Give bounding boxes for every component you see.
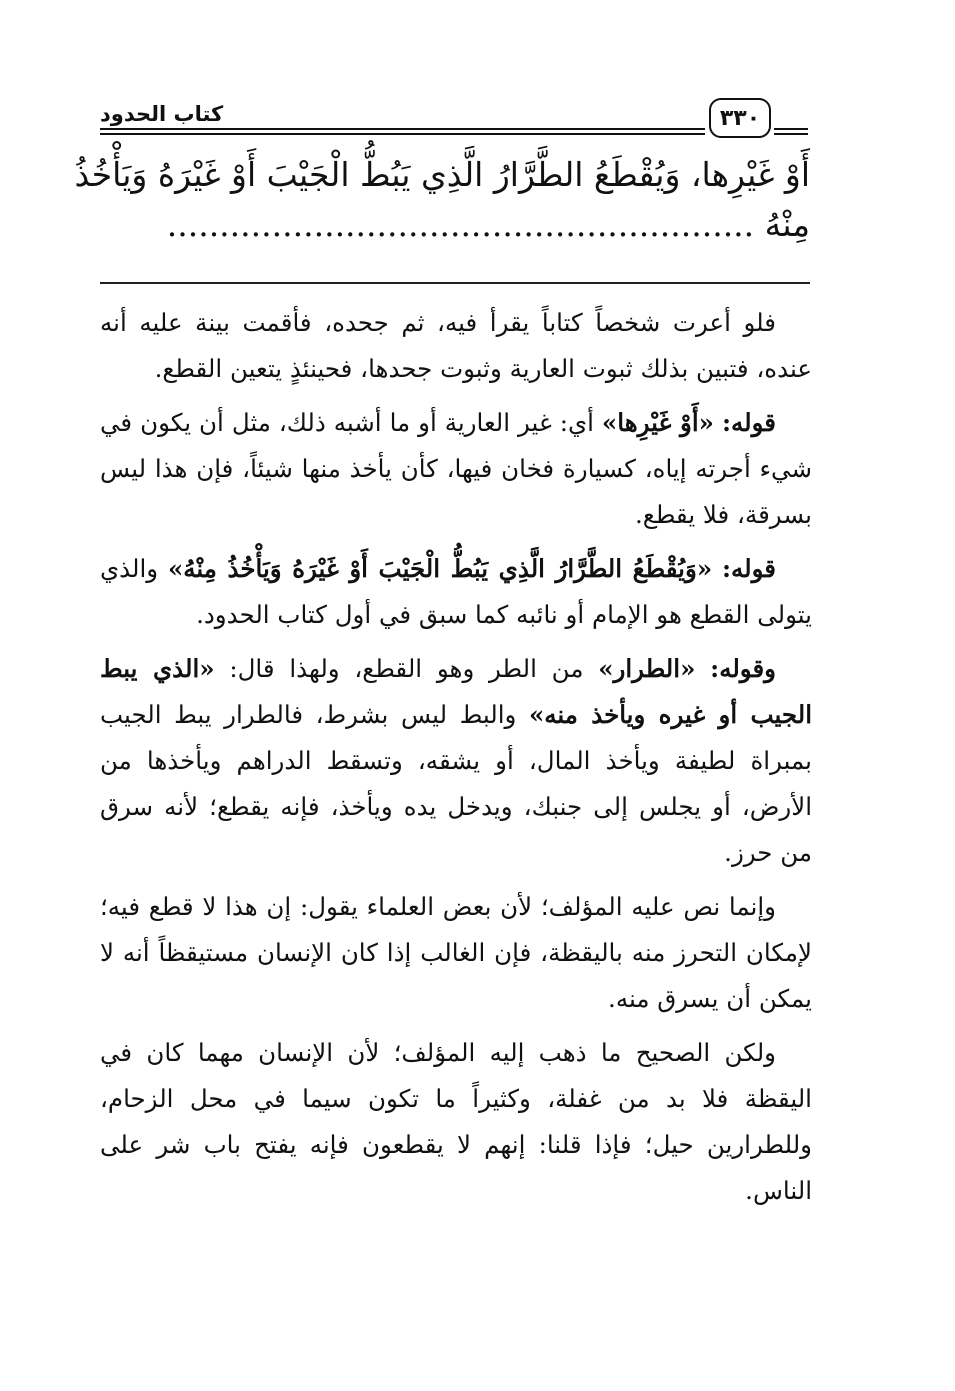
commentary-paragraph-5: وإنما نص عليه المؤلف؛ لأن بعض العلماء يقول: إن هذا لا قطع فيه؛ لإمكان التحرز منه باليقظة، فإن الغالب إذا كان الإنسان مستيقظاً أنه لا يمكن أن يسرق منه.: [100, 892, 812, 1013]
matn-line-2: [100, 200, 810, 250]
quote-label: قوله:: [721, 554, 776, 583]
paragraph-text: والذي يتولى القطع هو الإمام أو نائبه كما سبق في أول كتاب الحدود.: [100, 554, 812, 629]
header-rule-top: [100, 128, 705, 130]
page-number: ٣٣٠: [709, 98, 771, 138]
matn-line-1: أَوْ غَيْرِها، وَيُقْطَعُ الطَّرَّارُ الَّذِي يَبُطُّ الْجَيْبَ أَوْ غَيْرَهُ وَيَأْخُذُ: [74, 155, 810, 194]
commentary-paragraph-2: [100, 400, 812, 538]
book-title: كتاب الحدود: [100, 102, 224, 126]
quoted-matn: «الذي يبط الجيب أو غيره ويأخذ منه»: [100, 654, 813, 729]
matn-text: [74, 150, 810, 250]
quoted-matn: «أَوْ غَيْرِها»: [601, 408, 714, 437]
commentary-paragraph-3: [100, 546, 812, 638]
paragraph-text: أي: غير العارية أو ما أشبه ذلك، مثل أن يكون في شيء أجرته إياه، كسيارة فخان فيها، كأن يأخذ منها شيئاً، فإن هذا ليس بسرقة، فلا يقطع.: [100, 408, 812, 529]
quote-label: قوله:: [721, 408, 776, 437]
commentary-paragraph-1: فلو أعرت شخصاً كتاباً يقرأ فيه، ثم جحده، فأقمت بينة عليه أنه عنده، فتبين بذلك ثبوت العارية وثبوت جحدها، فحينئذٍ يتعين القطع.: [100, 308, 812, 383]
commentary: [100, 300, 812, 1222]
header-rule-bottom: [100, 133, 705, 135]
quoted-term: «الطرار»: [598, 654, 696, 683]
section-divider: [100, 282, 810, 284]
header-rule-right-bottom: [774, 133, 808, 135]
quote-label: وقوله:: [710, 654, 776, 683]
matn-dots: ........................................................: [166, 205, 755, 244]
paragraph-text: والبط ليس بشرط، فالطرار يبط الجيب بمبراة لطيفة ويأخذ المال، أو يشقه، وتسقط الدراهم ويأخذها من الأرض، أو يجلس إلى جنبك، ويدخل يده ويأخذ، فإنه يقطع؛ لأنه سرق من حرز.: [100, 700, 812, 867]
quoted-matn: «وَيُقْطَعُ الطَّرَّارُ الَّذِي يَبُطُّ الْجَيْبَ أَوْ غَيْرَهُ وَيَأْخُذُ مِنْهُ»: [167, 554, 713, 583]
page-header: [100, 92, 808, 142]
matn-word: مِنْهُ: [764, 205, 810, 244]
header-rule-right-top: [774, 128, 808, 130]
paragraph-text: من الطر وهو القطع، ولهذا قال:: [214, 654, 599, 683]
commentary-paragraph-6: ولكن الصحيح ما ذهب إليه المؤلف؛ لأن الإنسان مهما كان في اليقظة فلا بد من غفلة، وكثيراً ما تكون سيما في محل الزحام، وللطرارين حيل؛ فإذا قلنا: إنهم لا يقطعون فإنه يفتح باب شر على الناس.: [100, 1038, 812, 1205]
commentary-paragraph-4: [100, 646, 812, 876]
